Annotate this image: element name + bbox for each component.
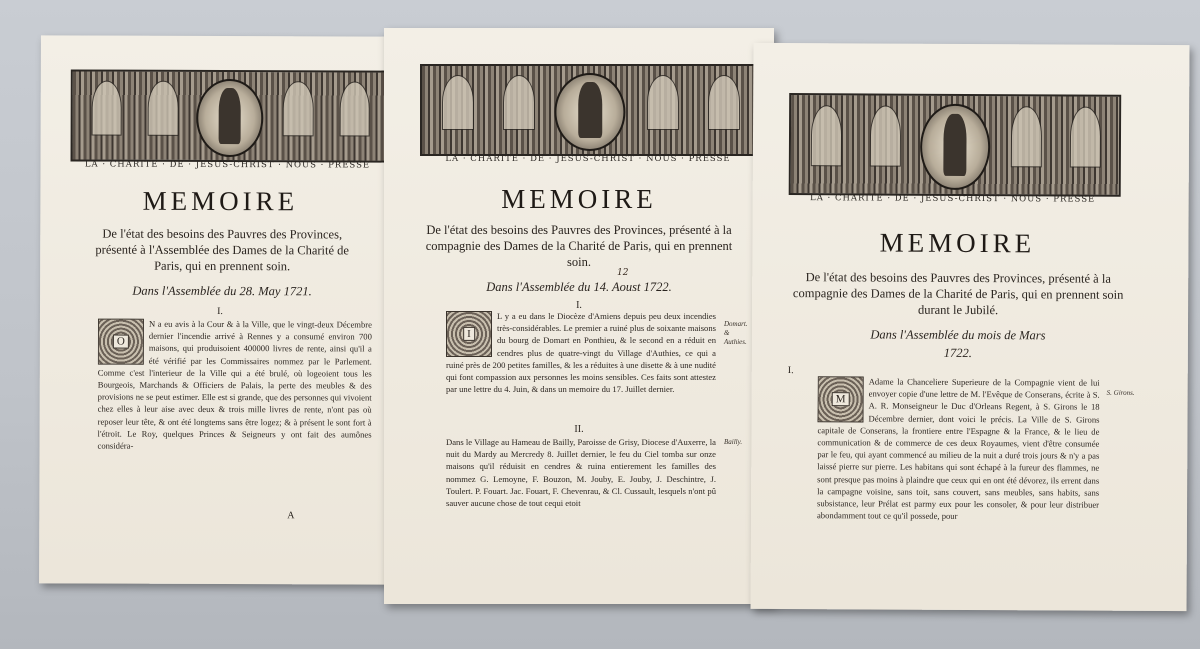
margin-note-places: Domart. & Authies. xyxy=(724,320,748,346)
memoire-title: MEMOIRE xyxy=(501,184,657,214)
memoire-title: MEMOIRE xyxy=(879,227,1036,259)
memoire-sheet-1722-aoust xyxy=(384,28,774,604)
ornamental-initial: I xyxy=(446,311,492,357)
engraved-header-banner xyxy=(789,93,1122,197)
assembly-date: Dans l'Assemblée du 14. Aoust 1722. xyxy=(486,280,672,294)
handwritten-date-correction: 12 xyxy=(617,268,629,278)
section-numeral: I. xyxy=(217,305,223,318)
memoire-subtitle: De l'état des besoins des Pauvres des Provinces, présenté à la compagnie des Dames de la Charité de Paris, qui en prennent soin durant le Jubilé. xyxy=(792,270,1124,318)
banner-motto: LA · CHARITE · DE · JESUS-CHRIST · NOUS · PRESSE xyxy=(445,154,731,164)
signature-mark: A xyxy=(287,510,295,522)
ornamental-initial: O xyxy=(98,319,144,365)
banner-motto: LA · CHARITE · DE · JESUS-CHRIST · NOUS · PRESSE xyxy=(84,159,371,171)
engraved-header-banner xyxy=(71,69,389,162)
memoire-body-section-2: Dans le Village au Hameau de Bailly, Paroisse de Grisy, Diocese d'Auxerre, la nuit du Mardy au Mercredy 8. Juillet dernier, le feu du Ciel tomba sur onze maisons qu'il réduisit en cendres & ruina entierement les familles des nommez G. Lemoyne, F. Bouzon, M. Jouby, E. Jouby, J. Deschintre, J. Toulert. P. Fouart. Jac. Fouart, F. Chevenrau, & Cl. Cussault, lesquels n'ont pû sauver aucune chose de tout cequi etoit xyxy=(446,437,716,509)
memoire-title: MEMOIRE xyxy=(142,185,299,217)
section-numeral: I. xyxy=(787,365,794,377)
section-numeral-2: II. xyxy=(574,424,584,435)
assembly-date: Dans l'Assemblée du 28. May 1721. xyxy=(132,283,312,299)
memoire-sheet-1722-mars xyxy=(751,43,1190,611)
memoire-subtitle: De l'état des besoins des Pauvres des Provinces, présenté à la compagnie des Dames de la Charité de Paris, qui en prennent soin. xyxy=(425,223,733,269)
assembly-year: 1722. xyxy=(943,345,972,361)
ornamental-initial: M xyxy=(817,376,863,422)
memoire-subtitle: De l'état des besoins des Pauvres des Provinces, présenté à l'Assemblée des Dames de la Charité de Paris, qui en prennent soin. xyxy=(95,226,349,274)
engraved-header-banner xyxy=(420,64,760,156)
memoire-body: M Adame la Chanceliere Superieure de la Compagnie vient de lui envoyer copie d'une lettre de M. l'Evêque de Conserans, écrite à S. A. R. Monseigneur le Duc d'Orleans Regent, à S. Girons le 18 Décembre dernier, dont voici le précis. La Ville de S. Girons capitale de Conserans, la frontiere entre l'Espagne & la France, & le lieu de communication & de commerce de ces deux Royaumes, vient d'être consumée par le feu, qui ayant commencé au milieu de la nuit a duré trois jours & n'y a pas laissé pierre sur pierre. Les habitans qui sont échapé à la fureur des flammes, ne sont presque pas moins à plaindre que ceux qui en ont été dévorez, ils errent dans la campagne voisine, sans toit, sans couvert, sans meubles, sans habits, sans subsistance, leur Prélat est parmy eux pour les consoler, & pour leur distribuer abondamment tout ce qu'il possede, pour xyxy=(816,376,1100,522)
memoire-body: O N a eu avis à la Cour & à la Ville, que le vingt-deux Décembre dernier l'incendie arrivé à Rennes y a consumé environ 700 maisons, qui produisoient 400000 livres de rente, ainsi qu'il a été vérifié par les Commissaires nommez par le Parlement. Comme c'est l'interieur de la Ville qui a été brulé, où logeoient tous les Bourgeois, Marchands & Officiers de Palais, la perte des meubles & des provisions ne se peut estimer. Elle est si grande, que des personnes qui vivoient chez elles à leur aise avec deux & trois mille livres de rente, n'ont pas où reposer leur tête, & ont été longtems sans être logez; & à présent le sont fort à l'étroit. Le Roy, quelques Princes & Seigneurs y ont fait des aumônes considéra- xyxy=(97,318,372,451)
banner-motto: LA · CHARITE · DE · JESUS-CHRIST · NOUS · PRESSE xyxy=(810,193,1096,205)
memoire-body-section-1: I L y a eu dans le Diocèze d'Amiens depuis peu deux incendies très-considérables. Le premier a ruiné plus de soixante maisons du bourg de Domart en Ponthieu, & le second en a réduit en cendres plus de quatre-vingt du Village d'Authies, ce qui a ruiné près de 200 petites familles, & les a réduites à une disette & à une nudité qui font compassion aux personnes les moins sensibles. Ces faits sont attestez par une lettre du 4. Juin, & dans un memoire du 17. Juillet dernier. xyxy=(446,311,716,395)
memoire-sheet-1721 xyxy=(39,35,401,584)
margin-note-bailly: Bailly. xyxy=(724,438,743,446)
section-numeral: I. xyxy=(576,300,582,311)
margin-note-s-girons: S. Girons. xyxy=(1106,388,1135,397)
assembly-date: Dans l'Assemblée du mois de Mars xyxy=(870,327,1046,343)
